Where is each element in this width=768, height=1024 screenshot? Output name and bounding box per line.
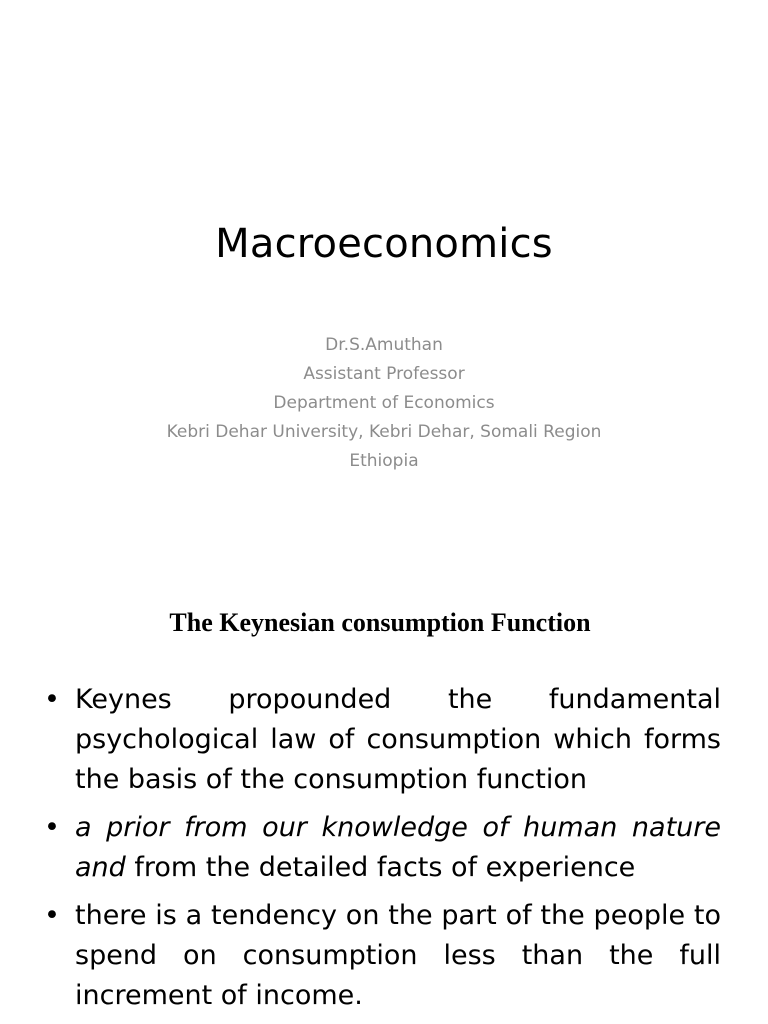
bullet-dot-icon: • (44, 684, 60, 715)
bullet-text: from the detailed facts of experience (125, 852, 636, 883)
bullet-text: there is a tendency on the part of the people to spend on consumption less than the full increment of income. (75, 900, 721, 1011)
bullet-item (44, 808, 721, 888)
author-block (0, 331, 768, 476)
bullet-item (44, 896, 721, 1016)
bullet-dot-icon: • (44, 900, 60, 931)
slide-title: Macroeconomics (215, 221, 553, 267)
author-department: Department of Economics (273, 393, 495, 413)
author-country: Ethiopia (349, 451, 419, 471)
bullet-dot-icon: • (44, 812, 60, 843)
bullet-list (44, 680, 721, 1024)
bullet-italic-text: a prior from our knowledge of human nature and (75, 812, 721, 883)
bullet-item (44, 680, 721, 800)
bullet-text: Keynes propounded the fundamental psychological law of consumption which forms the basis of the consumption function (75, 684, 721, 795)
author-institution: Kebri Dehar University, Kebri Dehar, Somali Region (166, 422, 602, 442)
author-name: Dr.S.Amuthan (325, 335, 443, 355)
content-slide (0, 576, 768, 1024)
slide-heading: The Keynesian consumption Function (169, 608, 591, 637)
author-position: Assistant Professor (303, 364, 465, 384)
